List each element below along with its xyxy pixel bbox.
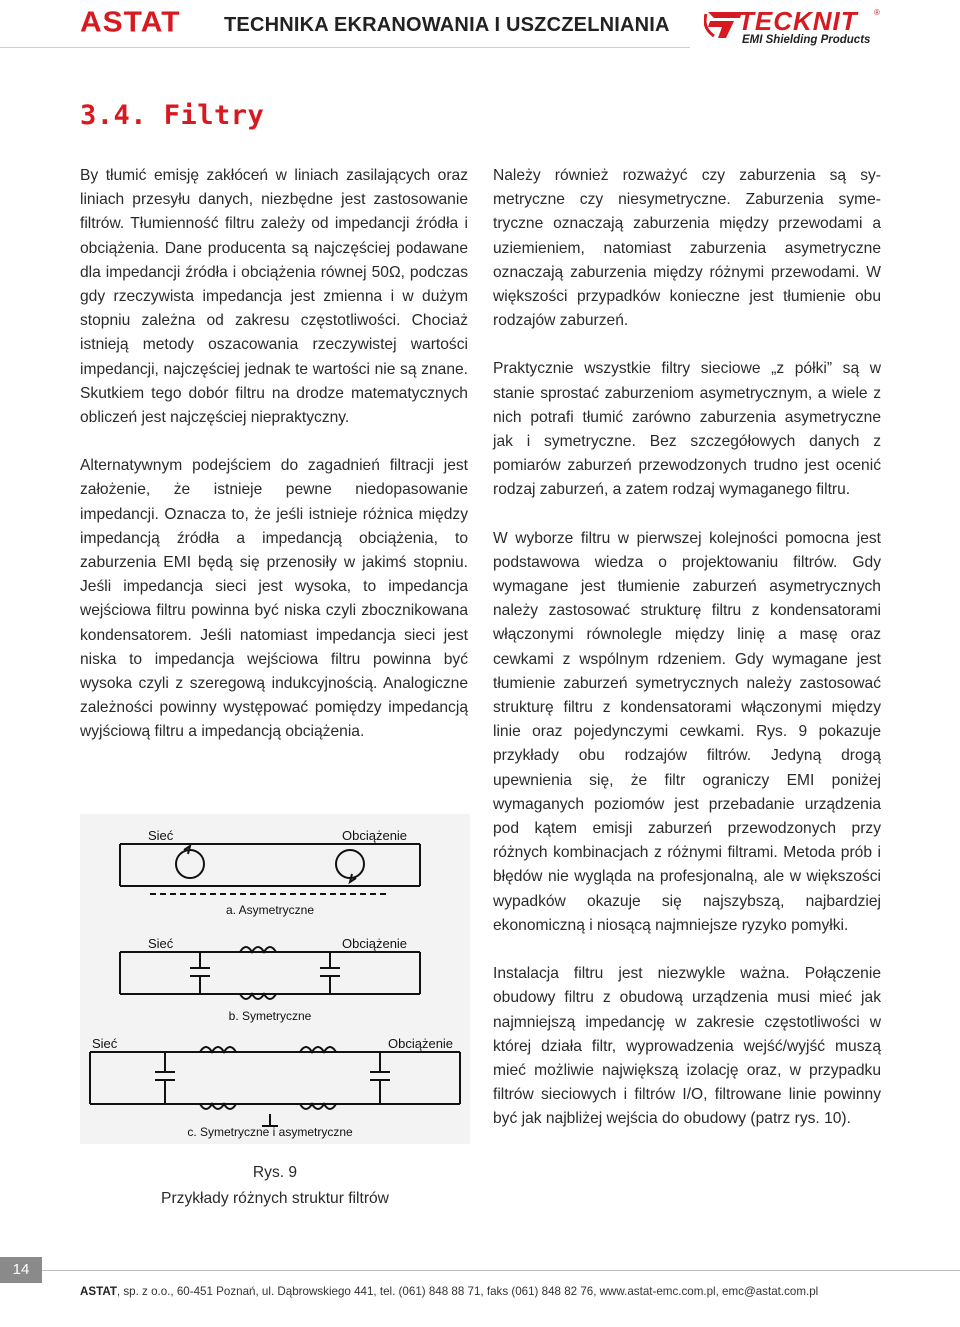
header-divider (0, 47, 690, 48)
right-column (493, 164, 881, 1156)
figure-caption (80, 1160, 470, 1212)
paragraph: W wyborze filtru w pierwszej kolejności pomocna jest podstawowa wiedza o projektowaniu filtrów. Gdy wymagane jest tłumienie zaburzeń asymetrycznych należy zastosować strukturę filtru z kondensatorami włączonymi równolegle między linię a masę oraz cewkami z wspólnym rdzeniem. Gdy wymagane jest tłumienie zaburzeń symetrycznych należy zastosować strukturę filtru z kondensatorami włączonymi między linie oraz pojedynczymi cewkami. Rys. 9 pokazuje przykłady obu rodzajów filtrów. Jedyną drogą upewnienia się, że filtr ograniczy EMI poniżej wymaganych poziomów jest przebadanie urządzenia pod kątem emisji zaburzeń przewodzonych przy różnych kombinacjach z różnymi filtrami. Metoda prób i błędów nie wygląda na profesjonalną, ale w większości wypadków okazuje się najszybszą, najbardziej ekonomiczną i niosącą najmniejsze ryzyko pomyłki. (493, 529, 881, 934)
figure-title: Przykłady różnych struktur filtrów (161, 1190, 389, 1207)
diagram-c-right-label: Obciążenie (388, 1036, 454, 1051)
diagram-a-right-label: Obciążenie (342, 828, 408, 843)
left-column (80, 164, 468, 769)
diagram-b-caption: b. Symetryczne (228, 1009, 312, 1023)
footer-contact (80, 1285, 818, 1298)
page-header (0, 0, 960, 50)
filter-structures-figure (80, 814, 470, 1144)
diagram-c-left-label: Sieć (92, 1036, 118, 1051)
paragraph: Alternatywnym podejściem do zagadnień filtracji jest założenie, że istnieje pewne niedopasowanie impedancji. Oznacza to, że jeśli istnieje różnica między impedancją źródła a impedancją obciążenia, to zaburzenia EMI będą się przenosiły w jakimś stopniu. Jeśli impedancja sieci jest wysoka, to impedancja wejściowa filtru powinna być niska czyli zbocznikowana kondensatorem. Jeśli natomiast impedancja sieci jest niska to impedancja wejściowa filtru powinna być wysoka czyli z szeregową indukcyjnością. Analogiczne zależności powinny występować pomiędzy impedancją wyjściową filtru a impedancją obciążenia. (80, 457, 468, 741)
registered-mark: ® (874, 8, 880, 17)
section-title: 3.4. Filtry (80, 100, 265, 131)
diagram-c-caption: c. Symetryczne i asymetryczne (187, 1125, 353, 1139)
astat-logo: ASTAT (80, 6, 181, 39)
footer-company: ASTAT (80, 1285, 117, 1298)
diagram-a-caption: a. Asymetryczne (225, 903, 315, 917)
paragraph: Należy również rozważyć czy zaburzenia są symetryczne czy niesymetryczne. Zaburzenia symetryczne oznaczają zaburzenia między przewodami a uziemieniem, natomiast zaburzenia asymetryczne oznaczają zaburzenia między różnymi przewodami. W większości przypadków konieczne jest tłumienie obu rodzajów zaburzeń. (493, 167, 881, 330)
tecknit-wordmark: TECKNIT (738, 6, 858, 36)
page-number: 14 (0, 1257, 42, 1283)
paragraph: By tłumić emisję zakłóceń w liniach zasilających oraz liniach przesyłu danych, niezbędne jest zastosowanie filtrów. Tłumienność filtru zależy od impedancji źródła i obciążenia. Dane producenta są najczęściej podawane dla impedancji źródła i obciążenia równej 50Ω, podczas gdy rzeczywista impedancja jest zmienna i w dużym stopniu zależna od zakresu częstotliwości. Chociaż istnieją metody oszacowania rzeczywistej wartości impedancji, najczęściej jednak te wartości nie są znane. Skutkiem tego dobór filtru na drodze matematycznych obliczeń jest najczęściej niepraktyczny. (80, 167, 468, 427)
paragraph: Praktycznie wszystkie filtry sieciowe „z półki” są w stanie sprostać zaburzeniom asymetrycznym, a wiele z nich potrafi tłumić zarówno zaburzenia asymetryczne jak i symetryczne. Bez szczegółowych danych z pomiarów zaburzeń przewodzonych trudno jest ocenić rodzaj zaburzeń, a zatem rodzaj wymaganego filtru. (493, 360, 881, 499)
header-title: TECHNIKA EKRANOWANIA I USZCZELNIANIA (224, 14, 670, 36)
tecknit-logo (704, 4, 884, 48)
filter-diagrams (80, 814, 470, 1144)
paragraph: Instalacja filtru jest niezwykle ważna. Połączenie obudowy filtru z obudową urządzenia musi mieć jak najmniejszą impedancję w zakresie częstotliwości w której działa filtr, wyprowadzenia wejść/wyjść muszą mieć możliwie największą izolację oraz, w przypadku filtrów sieciowych i filtrów I/O, filtrowane linie powinny być jak najbliżej wejścia do obudowy (patrz rys. 10). (493, 965, 881, 1128)
diagram-b-left-label: Sieć (148, 936, 174, 951)
footer-address: , sp. z o.o., 60-451 Poznań, ul. Dąbrowskiego 441, tel. (061) 848 88 71, faks (061) 848 82 76, www.astat-emc.com.pl, emc@astat.com.pl (116, 1285, 819, 1298)
tecknit-tagline: EMI Shielding Products (742, 34, 871, 46)
diagram-b-right-label: Obciążenie (342, 936, 408, 951)
figure-number: Rys. 9 (252, 1164, 298, 1181)
footer-divider (42, 1270, 960, 1271)
diagram-a-left-label: Sieć (148, 828, 174, 843)
